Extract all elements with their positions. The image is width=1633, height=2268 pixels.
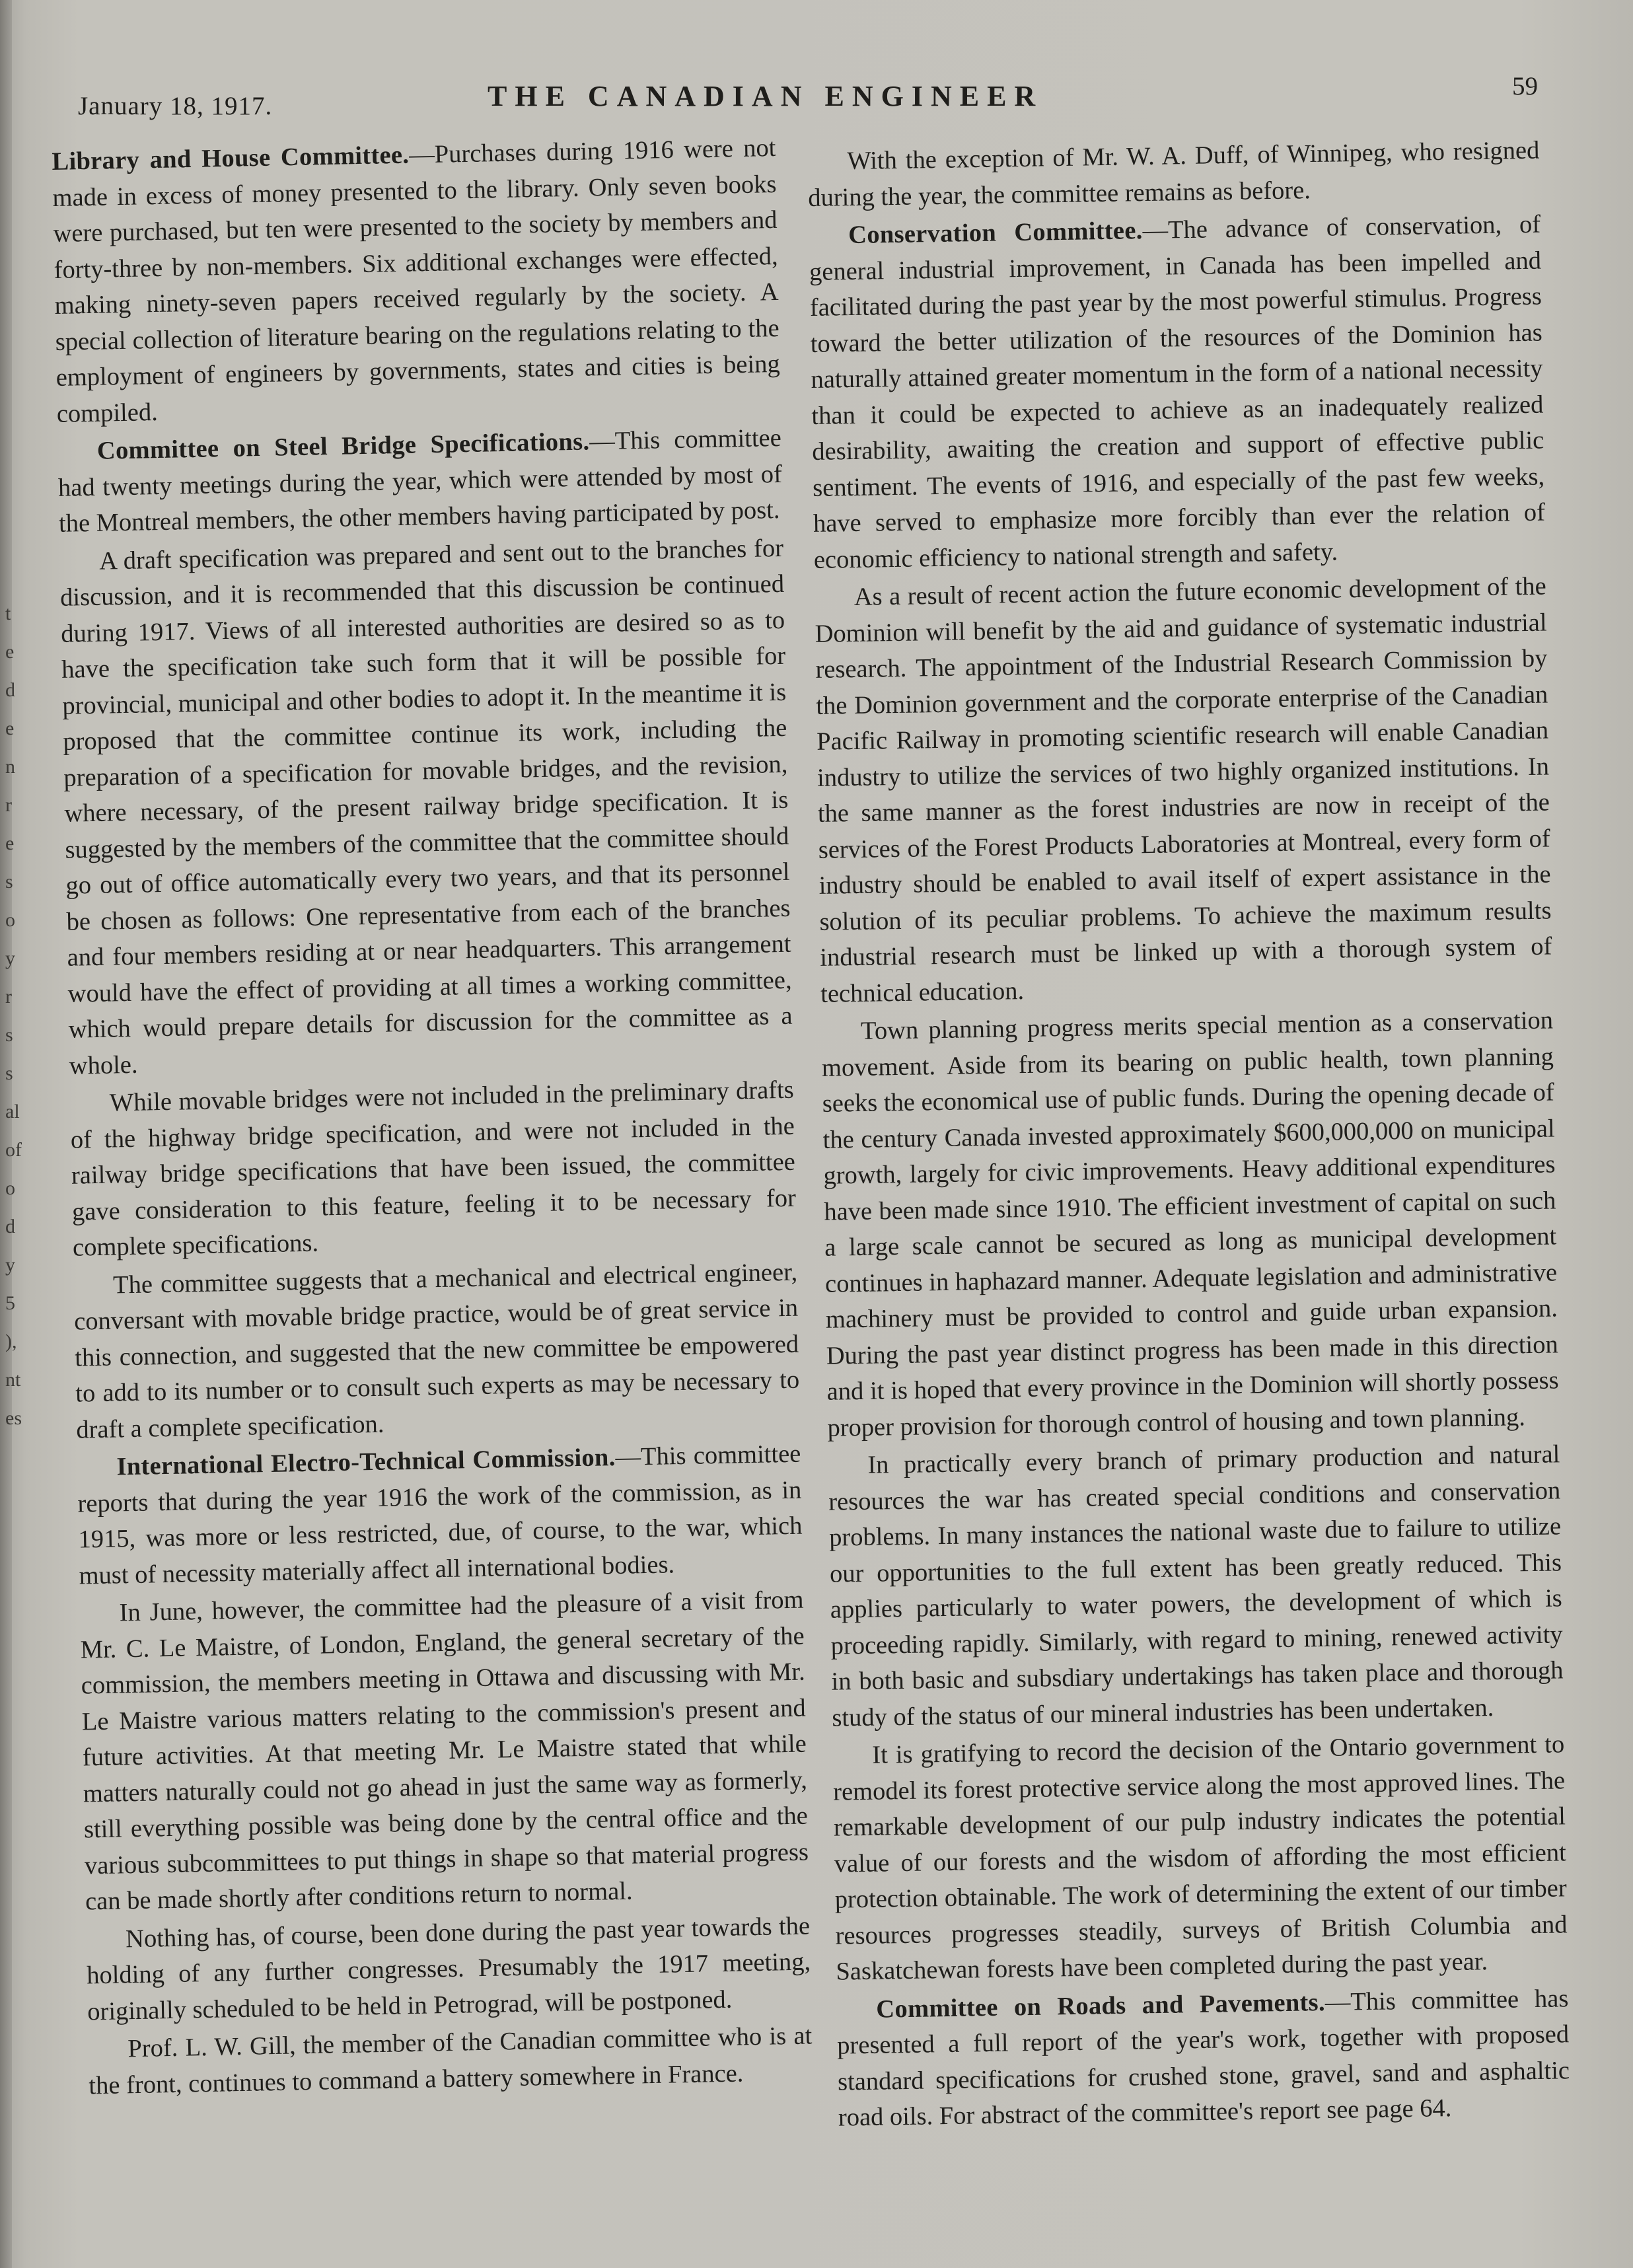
paragraph-text: While movable bridges were not included in the preliminary drafts of the highway bridge specification, and were not included in the railway bridge specifications that have been issued, the committee gave consideration to this feature, feeling it to be necessary for complete specifications. (70, 1076, 797, 1262)
margin-fragment: e (5, 832, 15, 854)
paragraph-text: As a result of recent action the future economic development of the Dominion will benefit by the aid and guidance of systematic industrial research. The appointment of the Industrial Research Commission by the Dominion government and the corporate enterprise of the Canadian Pacific Railway in promoting scientific research will enable Canadian industry to utilize the services of two highly organized institutions. In the same manner as the forest industries are now in receipt of the services of the Forest Products Laboratories at Montreal, every form of industry should be enabled to avail itself of expert assistance in the solution of its peculiar problems. To achieve the maximum results industrial research must be linked up with a thorough system of technical education. (815, 572, 1552, 1008)
paragraph (832, 1726, 1568, 1990)
margin-fragment: of (5, 1139, 22, 1161)
paragraph-text: Nothing has, of course, been done during the past year towards the holding of any further congresses. Presumably the 1917 meeting, originally scheduled to be held in Petrograd, will be postponed. (86, 1911, 811, 2026)
margin-fragment: es (5, 1407, 22, 1429)
margin-fragment: e (5, 641, 15, 663)
section-heading: International Electro-Technical Commission. (116, 1443, 616, 1481)
margin-fragment: s (5, 871, 13, 893)
page-number: 59 (1512, 72, 1538, 100)
margin-fragment: o (5, 909, 15, 931)
paragraph (73, 1254, 801, 1447)
paragraph-text: A draft specification was prepared and sent out to the branches for discussion, and it is recommended that this discussion be continued during 1917. Views of all interested authorities are desired so as to have the specification take such form that it will be possible for provincial, municipal and other bodies to adopt it. In the meantime it is proposed that the committee continue its work, including the preparation of a specification for movable bridges, and the revision, where necessary, of the present railway bridge specification. It is suggested by the members of the committee that the committee should go out of office automatically every two years, and that its personnel be chosen as follows: One representative from each of the branches and four members residing at or near headquarters. This arrangement would have the effect of providing at all times a working committee, which would prepare details for discussion for the committee as a whole. (59, 534, 793, 1080)
journal-title: THE CANADIAN ENGINEER (488, 80, 1044, 112)
paragraph (77, 1436, 803, 1594)
paragraph (79, 1582, 809, 1920)
paragraph (86, 1908, 812, 2030)
paragraph-text: Town planning progress merits special mention as a conservation movement. Aside from its bearing on public health, town planning seeks the economical use of public funds. During the opening decade of the century Canada invested approximately $600,000,000 on municipal growth, largely for civic improvements. Heavy additional expenditures have been made since 1910. The efficient investment of capital on such a large scale cannot be secured as long as municipal development continues in haphazard manner. Adequate legislation and administrative machinery must be provided to control and guide urban expansion. During the past year distinct progress has been made in this direction and it is hoped that every province in the Dominion will shortly possess proper provision for thorough control of housing and town planning. (821, 1006, 1559, 1442)
paragraph-text: —This committee reports that during the year 1916 the work of the commission, as in 1915, was more or less restricted, due, of course, to the war, which must of necessity materially affect all international bodies. (77, 1440, 803, 1590)
margin-fragment: ), (5, 1331, 17, 1352)
section-heading: Conservation Committee. (848, 217, 1143, 250)
margin-fragment: d (5, 679, 15, 701)
margin-fragment: n (5, 756, 15, 778)
paragraph-text: In June, however, the committee had the pleasure of a visit from Mr. C. Le Maistre, of London, England, the general secretary of the commission, the members meeting in Ottawa and discussing with Mr. Le Maistre various matters relating to the commission's present and future activities. At that meeting Mr. Le Maistre stated that while matters naturally could not go ahead in just the same way as formerly, still everything possible was being done by the central office and the various subcommittees to put things in shape so that material progress can be made shortly after conditions return to normal. (80, 1586, 809, 1916)
paragraph (836, 1981, 1570, 2136)
paragraph (52, 130, 781, 432)
margin-fragment: d (5, 1216, 15, 1237)
margin-fragment: nt (5, 1369, 21, 1391)
paragraph-text: —This committee has presented a full report of the year's work, together with proposed standard specifications for crushed stone, gravel, sand and asphaltic road oils. For abstract of the committee's report see page 64. (836, 1984, 1570, 2132)
margin-fragment: t (5, 603, 11, 624)
margin-fragment: r (5, 986, 12, 1007)
paragraph-text: In practically every branch of primary production and natural resources the war has created special conditions and conservation problems. In many instances the national waste due to failure to utilize our opportunities to the full extent has been greatly reduced. This applies particularly to water powers, the development of which is proceeding rapidly. Similarly, with regard to mining, renewed activity in both basic and subsdiary undertakings has taken place and thorough study of the status of our mineral industries has been undertaken. (828, 1440, 1564, 1732)
paragraph-text: The committee suggests that a mechanical and electrical engineer, conversant with movable bridge practice, would be of great service in this connection, and suggested that the new committee be empowered to add to its number or to consult such experts as may be necessary to draft a complete specification. (73, 1258, 800, 1444)
paragraph-text: —Purchases during 1916 were not made in excess of money presented to the library. Only seven books were purchased, but ten were presented to the society by members and forty-three by non-members. Six additional exchanges were effected, making ninety-seven papers received regularly by the society. A special collection of literature bearing on the regulations relating to the employment of engineers by governments, states and cities is being compiled. (52, 133, 780, 428)
paragraph-text: —This committee had twenty meetings during the year, which were attended by most of the Montreal members, the other members having participated by post. (57, 423, 783, 538)
section-heading: Library and House Committee. (52, 141, 410, 176)
margin-fragment: s (5, 1024, 13, 1046)
paragraph-text: —The advance of conservation, of general industrial improvement, in Canada has been impelled and facilitated during the past year by the most powerful stimulus. Progress toward the better utilization of the resources of the Dominion has naturally attained greater momentum in the form of a national necessity than it could be expected to achieve as an inadequately realized desirability, awaiting the creation and support of effective public sentiment. The events of 1916, and especially of the past few weeks, have served to emphasize more forcibly than ever the relation of economic efficiency to national strength and safety. (809, 210, 1546, 574)
paragraph (828, 1436, 1564, 1736)
paragraph (57, 420, 783, 542)
paragraph (69, 1072, 797, 1266)
paragraph (809, 207, 1546, 578)
right-column (807, 133, 1570, 2139)
paragraph (814, 569, 1552, 1012)
paragraph (821, 1002, 1560, 1445)
margin-fragment: y (5, 947, 15, 969)
left-column (52, 130, 813, 2105)
section-heading: Committee on Roads and Pavements. (876, 1988, 1326, 2024)
paragraph-text: With the exception of Mr. W. A. Duff, of Winnipeg, who resigned during the year, the committee remains as before. (807, 136, 1540, 212)
paragraph-text: Prof. L. W. Gill, the member of the Canadian committee who is at the front, continues to command a battery somewhere in France. (89, 2022, 813, 2100)
margin-fragment: o (5, 1177, 15, 1199)
running-header (78, 71, 1558, 131)
margin-fragment: 5 (5, 1292, 15, 1314)
margin-fragment: s (5, 1062, 13, 1084)
margin-fragment: e (5, 717, 15, 739)
margin-fragment: al (5, 1101, 20, 1122)
margin-fragments (5, 595, 24, 1438)
paragraph-text: It is gratifying to record the decision of the Ontario government to remodel its forest protective service along the most approved lines. The remarkable development of our pulp industry indicates the potential value of our forests and the wisdom of affording the most efficient protection obtainable. The work of determining the extent of our timber resources progresses steadily, surveys of British Columbia and Saskatchewan forests have been completed during the past year. (832, 1730, 1568, 1986)
paragraph (807, 133, 1541, 216)
section-heading: Committee on Steel Bridge Specifications. (96, 427, 590, 465)
paragraph (59, 530, 793, 1083)
margin-fragment: y (5, 1254, 15, 1276)
margin-fragment: r (5, 794, 12, 816)
issue-date: January 18, 1917. (78, 92, 273, 120)
paragraph (88, 2018, 813, 2103)
